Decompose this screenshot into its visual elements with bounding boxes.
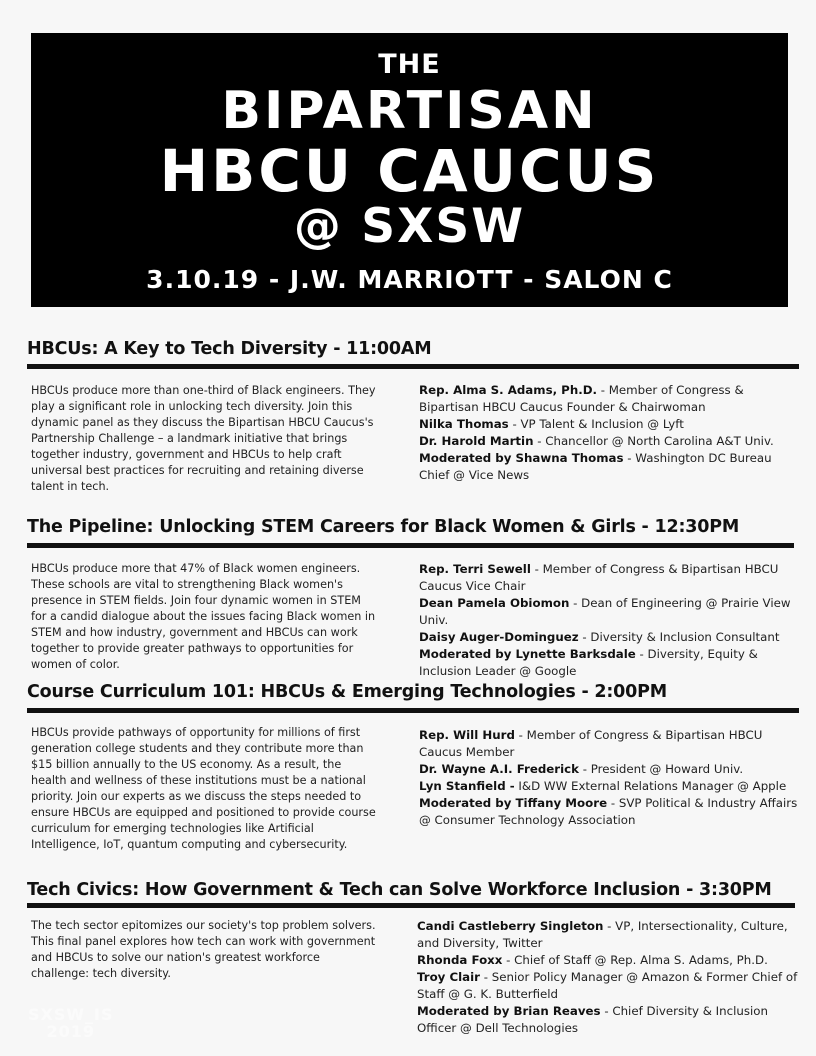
section-1-panelists [419,382,801,484]
sxsw-watermark [28,1006,114,1040]
moderator [419,795,801,829]
section-3-description: HBCUs provide pathways of opportunity for millions of first generation college students and they contribute more than $15 billion annually to the US economy. As a result, the health and wellness of these institutions must be a national priority. Join our experts as we discuss the steps needed to ensure HBCUs are equipped and positioned to provide course curriculum for emerging technologies like Artificial Intelligence, IoT, quantum computing and cybersecurity. [31,726,376,851]
section-1-description: HBCUs produce more than one-third of Black engineers. They play a significant role in unlocking tech diversity. Join this dynamic panel as they discuss the Bipartisan HBCU Caucus's Partnership Challenge – a landmark initiative that brings together industry, government and HBCUs to help craft universal best practices for recruiting and retaining diverse talent in tech. [31,384,376,493]
panelist-name: Dr. Harold Martin [419,434,534,448]
panelist [417,952,799,969]
panelist [419,595,801,629]
moderator [419,646,801,680]
panelist-name: Candi Castleberry Singleton [417,919,604,933]
moderator-role: - Chief Diversity & Inclusion Officer @ Dell Technologies [417,1004,768,1035]
section-2-description: HBCUs produce more that 47% of Black women engineers. These schools are vital to strengthening Black women's presence in STEM fields. Join four dynamic women in STEM for a candid dialogue about the issues facing Black women in STEM and how industry, government and HBCUs can work together to provide greater pathways to opportunities for women of color. [31,562,376,671]
panelist-name: Daisy Auger-Dominguez [419,630,579,644]
section-1-title: HBCUs: A Key to Tech Diversity - 11:00AM [27,339,432,359]
panelist [419,416,801,433]
section-2-panelists [419,561,801,680]
panelist-role: - Dean of Engineering @ Prairie View Univ. [419,596,791,627]
panelist [419,382,801,416]
section-3-panelists [419,727,801,829]
section-3-title: Course Curriculum 101: HBCUs & Emerging Technologies - 2:00PM [27,682,667,702]
watermark-line1: SXSW_IS [28,1005,114,1024]
moderator-name: Moderated by Tiffany Moore [419,796,608,810]
panelist-name: Rep. Will Hurd [419,728,515,742]
section-4-panelists [417,918,799,1037]
moderator-role: - Diversity, Equity & Inclusion Leader @ Google [419,647,758,678]
panelist-role: - VP, Intersectionality, Culture, and Diversity, Twitter [417,919,788,950]
panelist-name: Rep. Terri Sewell [419,562,531,576]
panelist-role: - Senior Policy Manager @ Amazon & Former Chief of Staff @ G. K. Butterfield [417,970,798,1001]
header-bipartisan: BIPARTISAN [221,81,598,141]
panelist [419,629,801,646]
header-hbcu-caucus: HBCU CAUCUS [159,137,660,205]
panelist-name: Lyn Stanfield - [419,779,515,793]
section-4-divider [27,903,795,908]
section-2-title: The Pipeline: Unlocking STEM Careers for Black Women & Girls - 12:30PM [27,517,740,537]
panelist-name: Dean Pamela Obiomon [419,596,570,610]
panelist-role: - Member of Congress & Bipartisan HBCU Caucus Founder & Chairwoman [419,383,744,414]
panelist [419,433,801,450]
moderator-name: Moderated by Brian Reaves [417,1004,601,1018]
panelist [419,561,801,595]
panelist-name: Rhonda Foxx [417,953,503,967]
panelist [419,761,801,778]
panelist [419,727,801,761]
panelist-role: - Member of Congress & Bipartisan HBCU Caucus Vice Chair [419,562,779,593]
panelist-role: - President @ Howard Univ. [578,762,744,776]
panelist-name: Dr. Wayne A.I. Frederick [419,762,579,776]
header-at-sxsw: @ SXSW [293,199,526,254]
panelist-name: Nilka Thomas [419,417,509,431]
panelist-name: Rep. Alma S. Adams, Ph.D. [419,383,597,397]
header-the: THE [378,49,441,80]
moderator-role: - Washington DC Bureau Chief @ Vice News [419,451,772,482]
moderator-name: Moderated by Lynette Barksdale [419,647,636,661]
panelist-name: Troy Clair [417,970,480,984]
section-1-divider [27,364,799,369]
moderator-name: Moderated by Shawna Thomas [419,451,624,465]
panelist-role: - VP Talent & Inclusion @ Lyft [508,417,684,431]
header-date-venue: 3.10.19 - J.W. MARRIOTT - SALON C [146,265,673,294]
panelist-role: - Chancellor @ North Carolina A&T Univ. [533,434,774,448]
panelist-role: - Chief of Staff @ Rep. Alma S. Adams, Ph.D. [502,953,768,967]
section-4-description: The tech sector epitomizes our society's top problem solvers. This final panel explores how tech can work with government and HBCUs to solve our nation's greatest workforce challenge: tech diversity. [31,919,376,980]
moderator [417,1003,799,1037]
section-3-divider [27,708,799,713]
section-2-divider [27,543,794,548]
panelist [417,969,799,1003]
panelist [417,918,799,952]
section-4-title: Tech Civics: How Government & Tech can Solve Workforce Inclusion - 3:30PM [27,880,772,900]
panelist [419,778,801,795]
moderator-role: - SVP Political & Industry Affairs @ Consumer Technology Association [419,796,798,827]
panelist-role: I&D WW External Relations Manager @ Apple [514,779,787,793]
watermark-line2: 2019 [46,1022,96,1041]
panelist-role: - Diversity & Inclusion Consultant [578,630,780,644]
panelist-role: - Member of Congress & Bipartisan HBCU Caucus Member [419,728,763,759]
event-header [31,33,788,307]
moderator [419,450,801,484]
